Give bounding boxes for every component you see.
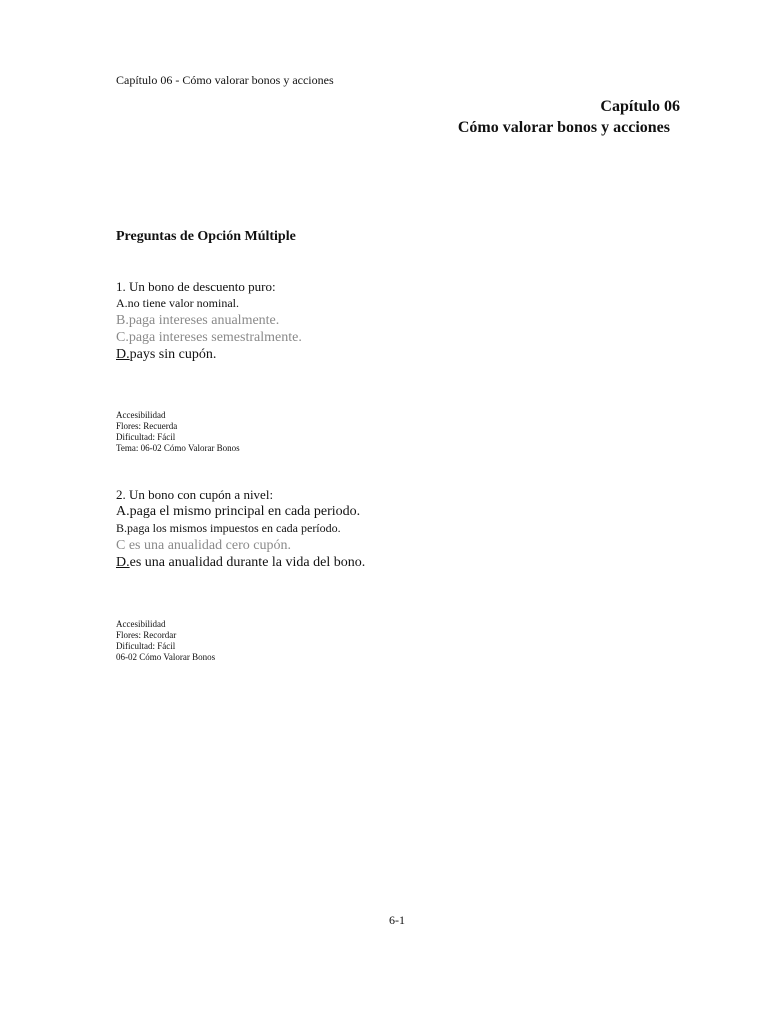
option-letter: B. xyxy=(116,313,129,328)
chapter-name: Cómo valorar bonos y acciones xyxy=(457,119,670,136)
option-text: paga intereses anualmente. xyxy=(128,313,280,328)
meta-bloom: Flores: Recuerda xyxy=(116,421,178,431)
meta-accessibility: Accesibilidad xyxy=(116,410,166,420)
meta-topic: Tema: 06-02 Cómo Valorar Bonos xyxy=(116,443,240,453)
option-letter: A. xyxy=(116,504,130,519)
meta-difficulty: Dificultad: Fácil xyxy=(116,641,176,651)
option-letter: B. xyxy=(116,521,128,535)
question-1-metadata xyxy=(116,410,240,454)
page-number: 6-1 xyxy=(389,913,405,927)
question-stem: 2. Un bono con cupón a nivel: xyxy=(116,487,274,502)
option-b xyxy=(116,520,365,537)
meta-difficulty: Dificultad: Fácil xyxy=(116,432,176,442)
meta-bloom: Flores: Recordar xyxy=(116,630,177,640)
question-stem: 1. Un bono de descuento puro: xyxy=(116,279,276,294)
meta-accessibility: Accesibilidad xyxy=(116,619,166,629)
option-text: paga el mismo principal en cada periodo. xyxy=(129,504,361,519)
question-2 xyxy=(116,486,365,571)
option-text: pays sin cupón. xyxy=(129,347,217,362)
option-c xyxy=(116,537,365,554)
running-header: Capítulo 06 - Cómo valorar bonos y acciones xyxy=(116,73,334,87)
option-text: es una anualidad durante la vida del bono. xyxy=(129,555,366,570)
option-text: no tiene valor nominal. xyxy=(127,296,239,310)
option-text: paga los mismos impuestos en cada período. xyxy=(127,521,341,535)
question-1 xyxy=(116,278,302,363)
option-a xyxy=(116,503,365,520)
option-letter: D. xyxy=(116,347,130,362)
option-a xyxy=(116,295,302,312)
option-letter: C. xyxy=(116,330,129,345)
option-letter: C xyxy=(116,538,129,553)
question-2-metadata xyxy=(116,619,215,663)
meta-topic: 06-02 Cómo Valorar Bonos xyxy=(116,652,216,662)
option-d-correct xyxy=(116,554,365,571)
chapter-title xyxy=(458,96,680,138)
chapter-number: Capítulo 06 xyxy=(600,98,680,115)
option-letter: A. xyxy=(116,296,128,310)
option-text: es una anualidad cero cupón. xyxy=(128,538,291,553)
option-letter: D. xyxy=(116,555,130,570)
option-b xyxy=(116,312,302,329)
option-c xyxy=(116,329,302,346)
section-heading: Preguntas de Opción Múltiple xyxy=(116,229,296,244)
option-d-correct xyxy=(116,346,302,363)
option-text: paga intereses semestralmente. xyxy=(128,330,302,345)
